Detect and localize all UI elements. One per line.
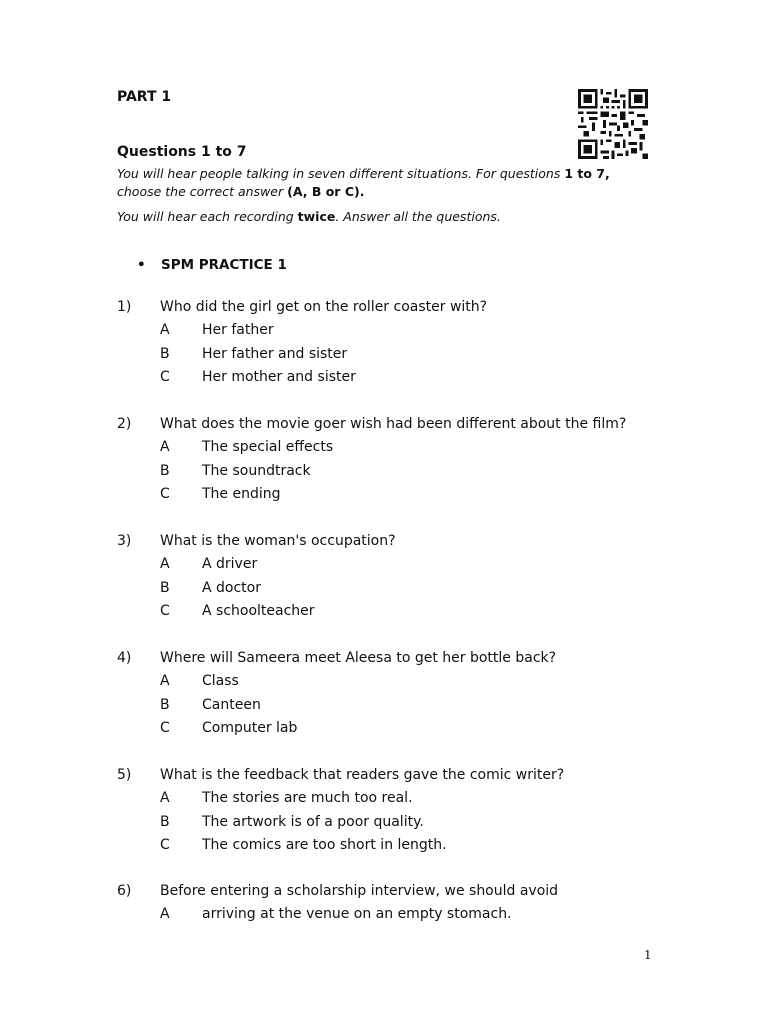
question-4: [117, 647, 677, 740]
option-letter: C: [160, 836, 170, 853]
answer-option: [117, 343, 677, 366]
question-3: [117, 530, 677, 623]
option-text: Class: [202, 673, 239, 690]
question-text: What is the feedback that readers gave the comic writer?: [160, 767, 565, 783]
question-stem: [117, 764, 677, 787]
question-2: [117, 413, 677, 506]
option-text: The soundtrack: [202, 462, 311, 479]
option-text: A doctor: [202, 579, 261, 596]
option-letter: A: [160, 673, 170, 690]
answer-option: [117, 834, 677, 857]
option-letter: A: [160, 322, 170, 339]
instructions-line-1: You will hear people talking in seven different situations. For questions 1 to 7, choose the correct answer (A, B or C).: [117, 166, 610, 199]
option-text: Her father: [202, 322, 274, 339]
option-letter: A: [160, 556, 170, 573]
question-number: 5): [117, 767, 132, 783]
option-text: The special effects: [202, 439, 334, 456]
option-text: Her father and sister: [202, 345, 348, 362]
option-letter: B: [160, 696, 170, 713]
answer-option: [117, 553, 677, 576]
option-text: arriving at the venue on an empty stomach.: [202, 906, 512, 923]
qr-code-icon: [578, 89, 648, 159]
option-letter: C: [160, 602, 170, 619]
question-number: 2): [117, 416, 132, 432]
answer-option: [117, 319, 677, 342]
question-stem: [117, 530, 677, 553]
question-1: [117, 296, 677, 389]
option-text: The artwork is of a poor quality.: [202, 813, 424, 830]
option-letter: A: [160, 906, 170, 923]
page-number: 1: [644, 948, 652, 962]
option-letter: B: [160, 579, 170, 596]
question-stem: [117, 413, 677, 436]
option-letter: B: [160, 462, 170, 479]
option-text: The stories are much too real.: [202, 790, 413, 807]
practice-heading: [137, 257, 287, 273]
question-number: 1): [117, 299, 132, 315]
option-letter: A: [160, 439, 170, 456]
question-5: [117, 764, 677, 857]
question-6: [117, 880, 677, 927]
answer-option: [117, 366, 677, 389]
question-text: What does the movie goer wish had been different about the film?: [160, 416, 627, 432]
part-title: PART 1: [117, 89, 172, 105]
option-text: Her mother and sister: [202, 368, 356, 385]
question-text: Where will Sameera meet Aleesa to get her bottle back?: [160, 650, 557, 666]
option-text: The ending: [202, 485, 281, 502]
answer-option: [117, 903, 677, 926]
answer-option: [117, 670, 677, 693]
option-letter: B: [160, 813, 170, 830]
answer-option: [117, 577, 677, 600]
answer-option: [117, 436, 677, 459]
question-number: 4): [117, 650, 132, 666]
answer-option: [117, 811, 677, 834]
option-text: Canteen: [202, 696, 261, 713]
option-text: A schoolteacher: [202, 602, 315, 619]
option-text: A driver: [202, 556, 258, 573]
question-text: What is the woman's occupation?: [160, 533, 396, 549]
answer-option: [117, 483, 677, 506]
question-number: 3): [117, 533, 132, 549]
option-letter: B: [160, 345, 170, 362]
option-text: The comics are too short in length.: [202, 836, 447, 853]
bullet-icon: •: [137, 257, 146, 273]
option-letter: C: [160, 368, 170, 385]
question-stem: [117, 296, 677, 319]
question-text: Before entering a scholarship interview, we should avoid: [160, 883, 559, 899]
option-letter: A: [160, 790, 170, 807]
option-letter: C: [160, 719, 170, 736]
question-stem: [117, 880, 677, 903]
answer-option: [117, 694, 677, 717]
answer-option: [117, 717, 677, 740]
instructions-line-2: You will hear each recording twice. Answer all the questions.: [117, 209, 501, 224]
answer-option: [117, 787, 677, 810]
answer-option: [117, 460, 677, 483]
practice-title: SPM PRACTICE 1: [161, 257, 287, 273]
option-letter: C: [160, 485, 170, 502]
answer-option: [117, 600, 677, 623]
questions-heading: Questions 1 to 7: [117, 144, 247, 160]
question-number: 6): [117, 883, 132, 899]
question-text: Who did the girl get on the roller coaster with?: [160, 299, 488, 315]
question-stem: [117, 647, 677, 670]
option-text: Computer lab: [202, 719, 298, 736]
